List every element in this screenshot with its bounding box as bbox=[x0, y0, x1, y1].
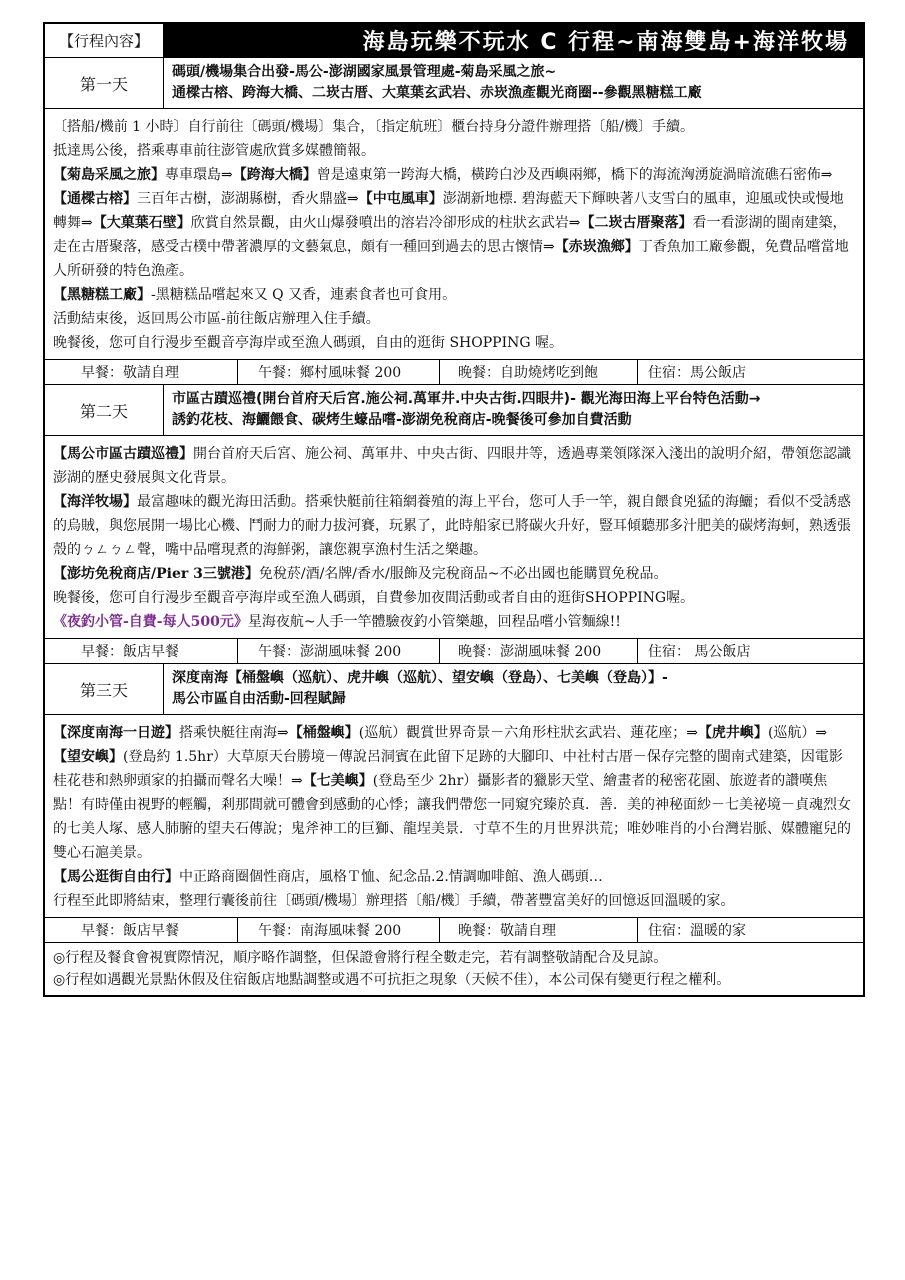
itinerary-header bbox=[45, 24, 863, 58]
day-2-description bbox=[45, 436, 863, 639]
note-line: ◎行程及餐食會視實際情況，順序略作調整，但保證會將行程全數走完，若有調整敬請配合及見諒。 bbox=[53, 950, 668, 966]
highlight-title: 【深度南海一日遊】 bbox=[53, 725, 179, 741]
highlight-title: 【跨海大橋】 bbox=[232, 167, 317, 183]
day-2-label: 第二天 bbox=[45, 385, 164, 435]
terms-notes bbox=[45, 943, 863, 995]
lodging-cell: 住宿： 馬公飯店 bbox=[648, 644, 751, 660]
day-3-label: 第三天 bbox=[45, 664, 164, 714]
day-1-desc-paragraph: 〔搭船/機前 1 小時〕自行前往〔碼頭/機場〕集合，〔指定航班〕櫃台持身分證件辦理搭〔船/機〕手續。 bbox=[53, 119, 694, 135]
highlight-title: 【通樑古榕】 bbox=[53, 191, 137, 207]
day-3-route-line-1: 深度南海【桶盤嶼（巡航）、虎井嶼（巡航）、望安嶼（登島）、七美嶼（登島）】- bbox=[172, 670, 668, 686]
highlight-title: 【赤崁漁鄉】 bbox=[554, 239, 639, 255]
day-1-description bbox=[45, 109, 863, 360]
day-2-desc-paragraph: 晚餐後，您可自行漫步至觀音亭海岸或至漁人碼頭，自費參加夜間活動或者自由的逛街SHOPPING喔。 bbox=[53, 590, 695, 606]
dinner-cell: 晚餐：自助燒烤吃到飽 bbox=[440, 360, 638, 384]
day-3-route bbox=[164, 664, 863, 714]
lodging-cell: 住宿：溫暖的家 bbox=[648, 923, 746, 939]
highlight-title: 【虎井嶼】 bbox=[697, 725, 768, 741]
breakfast-cell: 早餐：飯店早餐 bbox=[45, 918, 238, 942]
day-1-route-line-1: 碼頭/機場集合出發-馬公-澎湖國家風景管理處-菊島采風之旅~ bbox=[172, 64, 557, 80]
itinerary-document bbox=[43, 22, 865, 997]
optional-activity-text: 星海夜航~人手一竿體驗夜釣小管樂趣，回程品嚐小管麵線!! bbox=[247, 614, 621, 630]
optional-activity-title: 《夜釣小管-自費-每人500元》 bbox=[53, 614, 248, 630]
day-2-desc-paragraph: 【馬公市區古蹟巡禮】開台首府天后宮、施公祠、萬軍井、中央古街、四眼井等，透過專業領隊深入淺出的說明介紹，帶領您認識澎湖的歷史發展與文化背景。 bbox=[53, 446, 851, 486]
day-1-desc-paragraph: 抵達馬公後，搭乘專車前往澎管處欣賞多媒體簡報。 bbox=[53, 143, 375, 159]
day-2-route-line-2: 誘釣花枝、海鱺餵食、碳烤生蠔品嚐-澎湖免稅商店-晚餐後可參加自費活動 bbox=[172, 412, 632, 428]
lunch-cell: 午餐：澎湖風味餐 200 bbox=[238, 639, 440, 663]
optional-activity-note bbox=[53, 610, 855, 634]
day-1-label: 第一天 bbox=[45, 58, 164, 108]
lodging-cell: 住宿：馬公飯店 bbox=[648, 365, 746, 381]
highlight-title: 【中屯風車】 bbox=[358, 191, 443, 207]
highlight-title: 【馬公市區古蹟巡禮】 bbox=[53, 446, 193, 462]
highlight-title: 【菊島采風之旅】 bbox=[53, 167, 165, 183]
lunch-cell: 午餐：鄉村風味餐 200 bbox=[238, 360, 440, 384]
itinerary-title: 海島玩樂不玩水 C 行程~南海雙島+海洋牧場 bbox=[164, 24, 863, 57]
day-1-header bbox=[45, 58, 863, 109]
note-line: ◎行程如遇觀光景點休假及住宿飯店地點調整或遇不可抗拒之現象（天候不佳），本公司保有變更行程之權利。 bbox=[53, 972, 731, 988]
day-3-header bbox=[45, 664, 863, 715]
day-2-desc-paragraph: 【澎坊免稅商店/Pier 3三號港】免稅菸/酒/名牌/香水/服飾及完稅商品~不必出國也能購買免稅品。 bbox=[53, 566, 668, 582]
highlight-title: 【二崁古厝聚落】 bbox=[580, 215, 693, 231]
highlight-title: 【海洋牧場】 bbox=[53, 494, 137, 510]
day-3-description bbox=[45, 715, 863, 918]
day-3-desc-paragraph: 行程至此即將結束，整理行囊後前往〔碼頭/機場〕辦理搭〔船/機〕手續，帶著豐富美好的回憶返回溫暖的家。 bbox=[53, 893, 735, 909]
day-2-meals bbox=[45, 639, 863, 664]
dinner-cell: 晚餐：敬請自理 bbox=[440, 918, 638, 942]
day-1-meals bbox=[45, 360, 863, 385]
highlight-title: 【桶盤嶼】 bbox=[288, 725, 359, 741]
highlight-title: 【馬公逛街自由行】 bbox=[53, 869, 179, 885]
day-3-desc-paragraph: 【馬公逛街自由行】中正路商圈個性商店，風格Ｔ恤、紀念品.2.情調咖啡館、漁人碼頭… bbox=[53, 869, 603, 885]
day-1-route bbox=[164, 58, 863, 108]
highlight-title: 【黑糖糕工廠】 bbox=[53, 287, 151, 303]
highlight-title: 【澎坊免稅商店/Pier 3三號港】 bbox=[53, 566, 259, 582]
day-2-header bbox=[45, 385, 863, 436]
day-2-route-line-1: 市區古蹟巡禮(開台首府天后宮.施公祠.萬軍井.中央古街.四眼井)- 觀光海田海上平台特色活動→ bbox=[172, 391, 761, 407]
itinerary-tag: 【行程內容】 bbox=[45, 24, 164, 57]
day-1-route-line-2: 通樑古榕、跨海大橋、二崁古厝、大菓葉玄武岩、赤崁漁產觀光商圈--參觀黑糖糕工廠 bbox=[172, 85, 702, 101]
day-1-desc-paragraph: 晚餐後，您可自行漫步至觀音亭海岸或至漁人碼頭，自由的逛街 SHOPPING 喔。 bbox=[53, 335, 563, 351]
highlight-title: 【大菓葉石壁】 bbox=[92, 215, 191, 231]
breakfast-cell: 早餐：飯店早餐 bbox=[45, 639, 238, 663]
day-2-desc-paragraph: 【海洋牧場】最富趣味的觀光海田活動。搭乘快艇前往箱網養殖的海上平台，您可人手一竿，親自餵食兇猛的海鱺；看似不受誘惑的烏賊，與您展開一場比心機、鬥耐力的耐力拔河賽，玩累了，此時船家已將碳火升好，豎耳傾聽那多汁肥美的碳烤海蚵，熟透張殼的ㄅㄥㄅㄥ聲，嘴中品嚐現煮的海鮮粥，讓您親享漁村生活之樂趣。 bbox=[53, 494, 851, 558]
day-3-desc-paragraph: 【深度南海一日遊】搭乘快艇往南海⇒【桶盤嶼】(巡航）觀賞世界奇景－六角形柱狀玄武岩、蓮花座；⇒【虎井嶼】(巡航）⇒【望安嶼】(登島約 1.5hr）大草原天台勝境－傳說呂洞賓在此留下足跡的大腳印、中社村古厝－保存完整的閩南式建築，因電影桂花巷和熱卵頭家的拍攝而聲名大噪！⇒【七美嶼】(登島至少 2hr）攝影者的獵影天堂、繪畫者的秘密花園、旅遊者的讚嘆焦點！有時僅由視野的輕觸，剎那間就可體會到感動的心悸；讓我們帶您一同窺究臻於真．善．美的神秘面紗－七美祕境－貞魂烈女的七美人塚、感人肺腑的望夫石傳說；鬼斧神工的巨獅、龍埕美景．寸草不生的月世界洪荒；唯妙唯肖的小台灣岩脈、媒體寵兒的雙心石滬美景。 bbox=[53, 725, 851, 861]
highlight-title: 【望安嶼】 bbox=[53, 749, 123, 765]
dinner-cell: 晚餐：澎湖風味餐 200 bbox=[440, 639, 638, 663]
day-1-desc-paragraph: 【黑糖糕工廠】-黑糖糕品嚐起來又 Q 又香，連素食者也可食用。 bbox=[53, 287, 457, 303]
day-1-desc-paragraph: 活動結束後，返回馬公市區-前往飯店辦理入住手續。 bbox=[53, 311, 380, 327]
highlight-title: 【七美嶼】 bbox=[302, 773, 373, 789]
day-2-route bbox=[164, 385, 863, 435]
lunch-cell: 午餐：南海風味餐 200 bbox=[238, 918, 440, 942]
breakfast-cell: 早餐：敬請自理 bbox=[45, 360, 238, 384]
day-1-desc-paragraph: 【菊島采風之旅】專車環島⇒【跨海大橋】曾是遠東第一跨海大橋，橫跨白沙及西嶼兩鄉，橋下的海流洶湧旋渦暗流礁石密佈⇒【通樑古榕】三百年古樹，澎湖縣樹，香火鼎盛⇒【中屯風車】澎湖新地標. 碧海藍天下輝映著八支雪白的風車，迎風或快或慢地轉舞⇒【大菓葉石壁】欣賞自然景觀，由火山爆發噴出的溶岩冷卻形成的柱狀玄武岩⇒【二崁古厝聚落】看一看澎湖的閩南建築，走在古厝聚落，感受古樸中帶著濃厚的文藝氣息，頗有一種回到過去的思古懷情⇒【赤崁漁鄉】丁香魚加工廠參觀，免費品嚐當地人所研發的特色漁產。 bbox=[53, 167, 849, 279]
day-3-route-line-2: 馬公市區自由活動-回程賦歸 bbox=[172, 691, 346, 707]
day-3-meals bbox=[45, 918, 863, 943]
